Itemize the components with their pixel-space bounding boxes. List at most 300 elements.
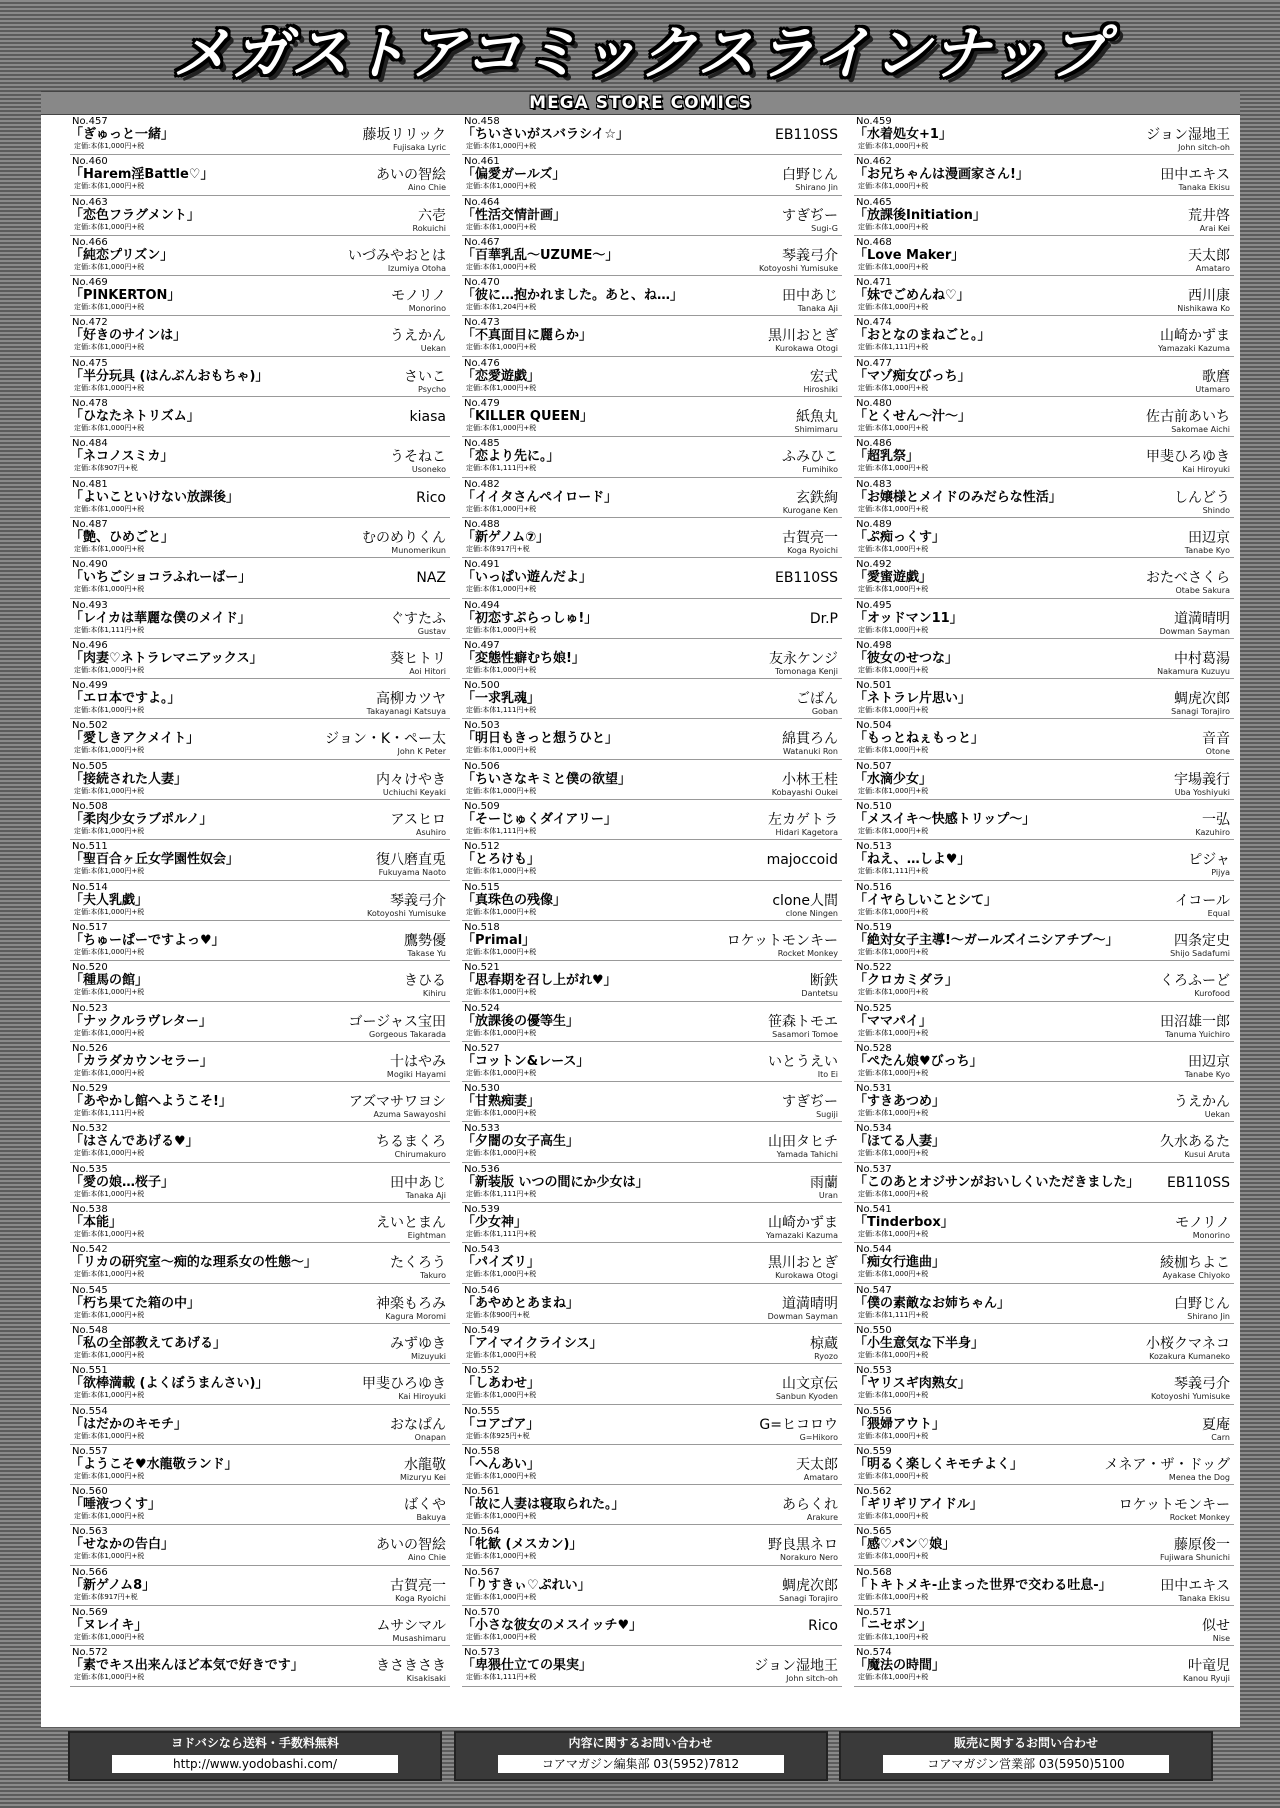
author-romaji: Gorgeous Takarada [369, 1029, 446, 1039]
book-price: 定価:本体1,000円+税 [74, 544, 145, 553]
book-title: 「イヤらしいことシて」 [854, 892, 998, 908]
issue-number: No.463 [72, 196, 108, 208]
author-romaji: Onapan [414, 1432, 446, 1442]
book-price: 定価:本体1,000円+税 [74, 585, 145, 594]
issue-number: No.509 [464, 801, 500, 813]
list-item [70, 155, 450, 195]
book-price: 定価:本体1,000円+税 [858, 1391, 929, 1400]
author-romaji: Uekan [1204, 1110, 1230, 1120]
book-title: 「偏愛ガールズ」 [462, 167, 566, 183]
list-item [462, 1445, 842, 1485]
list-item [70, 357, 450, 397]
list-item [70, 558, 450, 598]
book-title: 「痴女行進曲」 [854, 1255, 946, 1271]
list-item [854, 1203, 1234, 1243]
book-price: 定価:本体1,000円+税 [466, 343, 537, 352]
book-price: 定価:本体1,000円+税 [74, 504, 145, 513]
issue-number: No.484 [72, 438, 108, 450]
author-name: 藤坂リリック [359, 127, 446, 143]
author-name: 山崎かずま [764, 1215, 838, 1231]
list-item [462, 276, 842, 316]
book-title: 「夕闇の女子高生」 [462, 1134, 580, 1150]
author-name: 歌麿 [1198, 369, 1230, 385]
book-price: 定価:本体1,000円+税 [74, 1310, 145, 1319]
issue-number: No.536 [464, 1163, 500, 1175]
book-price: 定価:本体900円+税 [466, 1310, 530, 1319]
book-title: 「絶対女子主導!〜ガールズイニシアチブ〜」 [854, 932, 1119, 948]
author-name: majoccoid [763, 852, 838, 868]
book-price: 定価:本体1,111円+税 [466, 464, 537, 473]
issue-number: No.499 [72, 680, 108, 692]
author-name: 紙魚丸 [792, 409, 838, 425]
issue-number: No.557 [72, 1445, 108, 1457]
issue-number: No.561 [464, 1486, 500, 1498]
issue-number: No.549 [464, 1324, 500, 1336]
issue-number: No.568 [856, 1566, 892, 1578]
book-price: 定価:本体1,000円+税 [466, 1109, 537, 1118]
author-name: 道満晴明 [778, 1296, 838, 1312]
list-item [854, 478, 1234, 518]
book-price: 定価:本体1,000円+税 [74, 1431, 145, 1440]
author-name: G=ヒコロウ [755, 1417, 838, 1433]
author-romaji: Fujisaka Lyric [392, 143, 446, 152]
book-title: 「不真面目に麗らか」 [462, 328, 593, 344]
author-romaji: John sitch-oh [786, 1674, 838, 1684]
book-title: 「ようこそ♥水龍敬ランド」 [70, 1456, 238, 1472]
list-item [462, 719, 842, 759]
book-price: 定価:本体1,000円+税 [858, 988, 929, 997]
book-title: 「あやかし館へようこそ!」 [70, 1094, 232, 1110]
book-title: 「接続された人妻」 [70, 771, 188, 787]
lineup-column [462, 115, 842, 1727]
list-item [70, 1243, 450, 1283]
author-name: あいの智絵 [372, 167, 446, 183]
book-title: 「りすきぃ♡ぷれい」 [462, 1577, 591, 1593]
book-title: 「感♡パン♡娘」 [854, 1537, 956, 1553]
issue-number: No.530 [464, 1083, 500, 1095]
author-name: 笹森トモエ [764, 1014, 838, 1030]
book-price: 定価:本体1,000円+税 [858, 786, 929, 795]
book-price: 定価:本体1,000円+税 [74, 1270, 145, 1279]
book-price: 定価:本体1,000円+税 [858, 464, 929, 473]
issue-number: No.476 [464, 357, 500, 369]
issue-number: No.570 [464, 1606, 500, 1618]
author-romaji: Amataro [803, 1472, 838, 1482]
book-title: 「カラダカウンセラー」 [70, 1053, 213, 1069]
author-romaji: Shirano Jin [795, 183, 838, 193]
author-name: たくろう [386, 1255, 446, 1271]
book-price: 定価:本体1,000円+税 [74, 343, 145, 352]
list-item [854, 1163, 1234, 1203]
book-title: 「小さな彼女のメスイッチ♥」 [462, 1617, 643, 1633]
list-item [70, 760, 450, 800]
book-title: 「彼女のせつな」 [854, 650, 959, 666]
book-title: 「このあとオジサンがおいしくいただきました」 [854, 1174, 1140, 1190]
author-romaji: G=Hikoro [799, 1432, 838, 1442]
list-item [70, 800, 450, 840]
author-romaji: John sitch-oh [1178, 143, 1230, 152]
list-item [462, 1243, 842, 1283]
book-price: 定価:本体1,000円+税 [858, 1673, 929, 1682]
issue-number: No.492 [856, 559, 892, 571]
author-romaji: Aoi Hitori [409, 666, 446, 676]
issue-number: No.529 [72, 1083, 108, 1095]
issue-number: No.518 [464, 921, 500, 933]
book-price: 定価:本体1,000円+税 [858, 1431, 929, 1440]
author-name: kiasa [406, 409, 446, 425]
book-title: 「ねえ、…しよ♥」 [854, 852, 971, 868]
author-name: 琴義弓介 [1170, 1376, 1230, 1392]
author-romaji: Tanaka Ekisu [1178, 183, 1230, 193]
author-name: 琴義弓介 [386, 893, 446, 909]
book-price: 定価:本体1,000円+税 [74, 1189, 145, 1198]
issue-number: No.514 [72, 881, 108, 893]
author-romaji: Kotoyoshi Yumisuke [759, 263, 838, 273]
footer-heading: 販売に関するお問い合わせ [953, 1736, 1098, 1750]
author-romaji: Carn [1211, 1432, 1230, 1442]
book-title: 「エロ本ですよ。」 [70, 691, 181, 707]
book-title: 「レイカは華麗な僕のメイド」 [70, 610, 251, 626]
list-item [854, 921, 1234, 961]
list-item [70, 1082, 450, 1122]
book-price: 定価:本体1,000円+税 [466, 1391, 537, 1400]
author-romaji: Ito Ei [817, 1069, 838, 1079]
issue-number: No.564 [464, 1526, 500, 1538]
author-name: 黒川おとぎ [764, 1255, 838, 1271]
author-name: 天太郎 [792, 1457, 838, 1473]
issue-number: No.539 [464, 1204, 500, 1216]
author-romaji: Kagura Moromi [385, 1311, 446, 1321]
list-item [70, 1284, 450, 1324]
author-romaji: Watanuki Ron [782, 747, 838, 757]
author-romaji: Koga Ryoichi [787, 545, 838, 555]
author-romaji: Arakure [806, 1513, 838, 1523]
issue-number: No.535 [72, 1163, 108, 1175]
issue-number: No.511 [72, 841, 108, 853]
issue-number: No.496 [72, 639, 108, 651]
issue-number: No.505 [72, 760, 108, 772]
author-name: うえかん [1170, 1094, 1230, 1110]
book-price: 定価:本体1,000円+税 [466, 746, 537, 755]
book-title: 「朽ち果てた箱の中」 [70, 1295, 201, 1311]
issue-number: No.573 [464, 1647, 500, 1659]
author-romaji: Izumiya Otoha [387, 263, 446, 273]
author-name: clone人間 [768, 893, 838, 909]
list-item [70, 1485, 450, 1525]
author-romaji: Monorino [408, 304, 446, 314]
list-item [462, 1485, 842, 1525]
author-romaji: Yamazaki Kazuma [766, 1231, 838, 1241]
author-name: 佐古前あいち [1142, 409, 1230, 425]
book-price: 定価:本体1,000円+税 [74, 746, 145, 755]
book-title: 「柔肉少女ラブポルノ」 [70, 812, 213, 828]
author-romaji: Kisakisaki [406, 1674, 446, 1684]
issue-number: No.512 [464, 841, 500, 853]
book-price: 定価:本体1,000円+税 [74, 1673, 145, 1682]
footer-phone: コアマガジン営業部 03(5950)5100 [883, 1755, 1169, 1773]
list-item [854, 1082, 1234, 1122]
list-item [70, 921, 450, 961]
author-name: アスヒロ [387, 812, 446, 828]
list-item [462, 1082, 842, 1122]
book-title: 「新装版 いつの間にか少女は」 [462, 1174, 649, 1190]
author-name: 四条定史 [1170, 933, 1230, 949]
book-title: 「思春期を召し上がれ♥」 [462, 973, 617, 989]
list-item [462, 316, 842, 356]
book-title: 「夫人乳戯」 [70, 892, 149, 908]
list-item [70, 1525, 450, 1565]
author-name: NAZ [412, 570, 446, 586]
book-title: 「ギリギリアイドル」 [854, 1497, 983, 1513]
book-title: 「小生意気な下半身」 [854, 1335, 985, 1351]
author-romaji: Tanaka Ekisu [1178, 1593, 1230, 1603]
author-romaji: Nakamura Kuzuyu [1157, 666, 1230, 676]
book-title: 「よいこといけない放課後」 [70, 489, 240, 505]
book-title: 「せなかの告白」 [70, 1537, 175, 1553]
book-title: 「水着処女+1」 [854, 127, 952, 142]
book-title: 「とろけも」 [462, 852, 541, 868]
book-title: 「恋より先に。」 [462, 449, 560, 465]
book-title: 「トキトメキ-止まった世界で交わる吐息-」 [854, 1577, 1112, 1593]
author-name: すぎぢー [778, 1094, 838, 1110]
book-price: 定価:本体1,000円+税 [74, 1068, 145, 1077]
book-price: 定価:本体1,000円+税 [858, 585, 929, 594]
list-item [462, 760, 842, 800]
book-title: 「アイマイクライシス」 [462, 1335, 603, 1351]
book-title: 「とくせん〜汁〜」 [854, 409, 972, 425]
book-price: 定価:本体1,000円+税 [466, 1552, 537, 1561]
list-item [70, 276, 450, 316]
book-title: 「唾液つくす」 [70, 1497, 162, 1513]
issue-number: No.478 [72, 398, 108, 410]
footer-url-link[interactable]: http://www.yodobashi.com/ [112, 1755, 398, 1773]
author-name: 宏式 [806, 369, 838, 385]
author-romaji: Utamaro [1195, 384, 1230, 394]
book-title: 「一求乳魂」 [462, 691, 541, 707]
list-item [462, 155, 842, 195]
book-price: 定価:本体1,000円+税 [858, 827, 929, 836]
author-name: モノリノ [1171, 1215, 1230, 1231]
book-title: 「明るく楽しくキモチよく」 [854, 1456, 1024, 1472]
subtitle-bar [41, 91, 1240, 115]
book-title: 「愛の娘…桜子」 [70, 1174, 175, 1190]
author-romaji: Chirumakuro [394, 1150, 446, 1160]
author-name: 内々けやき [372, 772, 446, 788]
book-title: 「しあわせ」 [462, 1376, 541, 1392]
book-price: 定価:本体1,000円+税 [74, 142, 145, 150]
issue-number: No.516 [856, 881, 892, 893]
issue-number: No.519 [856, 921, 892, 933]
author-romaji: Eightman [407, 1231, 446, 1241]
book-price: 定価:本体1,000円+税 [74, 867, 145, 876]
book-title: 「艶、ひめごと」 [70, 529, 175, 545]
book-title: 「妹でごめんね♡」 [854, 288, 970, 304]
book-price: 定価:本体1,111円+税 [858, 867, 929, 876]
author-name: Rico [804, 1618, 838, 1634]
issue-number: No.465 [856, 196, 892, 208]
issue-number: No.515 [464, 881, 500, 893]
list-item [854, 881, 1234, 921]
book-price: 定価:本体1,111円+税 [858, 1310, 929, 1319]
author-romaji: Menea the Dog [1168, 1472, 1230, 1482]
list-item [462, 437, 842, 477]
list-item [854, 1606, 1234, 1646]
book-price: 定価:本体1,000円+税 [466, 1350, 537, 1359]
book-title: 「もっとねぇもっと」 [854, 731, 985, 747]
list-item [854, 276, 1234, 316]
list-item [70, 1445, 450, 1485]
author-romaji: clone Ningen [785, 908, 838, 918]
issue-number: No.571 [856, 1606, 892, 1618]
book-price: 定価:本体1,000円+税 [858, 1512, 929, 1521]
author-name: 荒井啓 [1184, 208, 1230, 224]
list-item [70, 840, 450, 880]
list-item [854, 1002, 1234, 1042]
author-name: 夏庵 [1198, 1417, 1230, 1433]
issue-number: No.498 [856, 639, 892, 651]
issue-number: No.488 [464, 518, 500, 530]
book-price: 定価:本体1,000円+税 [466, 1270, 537, 1279]
book-price: 定価:本体1,111円+税 [858, 343, 929, 352]
list-item [854, 558, 1234, 598]
book-price: 定価:本体1,000円+税 [74, 383, 145, 392]
book-price: 定価:本体1,111円+税 [466, 1673, 537, 1682]
author-name: あいの智絵 [372, 1537, 446, 1553]
issue-number: No.560 [72, 1486, 108, 1498]
author-name: 田中あじ [778, 288, 838, 304]
book-title: 「そーじゅくダイアリー」 [462, 812, 617, 828]
author-romaji: Ayakase Chiyoko [1162, 1271, 1230, 1281]
author-name: 野良黒ネロ [764, 1537, 838, 1553]
author-name: 椋蔵 [806, 1336, 838, 1352]
book-price: 定価:本体1,204円+税 [466, 303, 537, 312]
list-item [462, 1364, 842, 1404]
issue-number: No.471 [856, 277, 892, 289]
list-item [70, 639, 450, 679]
list-item [462, 357, 842, 397]
author-romaji: Bakuya [416, 1513, 446, 1523]
book-price: 定価:本体907円+税 [74, 464, 138, 473]
author-romaji: Kurofood [1194, 989, 1230, 999]
author-name: きさきさき [372, 1658, 446, 1674]
list-item [854, 518, 1234, 558]
list-item [462, 1122, 842, 1162]
list-item [462, 1002, 842, 1042]
book-title: 「ちいさいがスバラシイ☆」 [462, 127, 630, 142]
issue-number: No.491 [464, 559, 500, 571]
list-item [462, 840, 842, 880]
author-name: 田中あじ [386, 1175, 446, 1191]
author-name: いとうえい [764, 1054, 838, 1070]
list-item [462, 1042, 842, 1082]
book-price: 定価:本体1,111円+税 [466, 1230, 537, 1239]
book-title: 「ぎゅっと一緒」 [70, 127, 175, 142]
list-item [70, 1566, 450, 1606]
author-romaji: Uchiuchi Keyaki [382, 787, 446, 797]
book-title: 「はだかのキモチ」 [70, 1416, 188, 1432]
author-romaji: Mizuyuki [410, 1351, 446, 1361]
list-item [462, 1163, 842, 1203]
issue-number: No.556 [856, 1405, 892, 1417]
author-romaji: Tanabe Kyo [1184, 545, 1230, 555]
book-title: 「クロカミダラ」 [854, 973, 959, 989]
book-price: 定価:本体1,000円+税 [74, 907, 145, 916]
author-name: 中村葛湯 [1170, 651, 1230, 667]
book-title: 「コットン&レース」 [462, 1053, 590, 1069]
issue-number: No.526 [72, 1042, 108, 1054]
author-romaji: Sanagi Torajiro [779, 1593, 838, 1603]
list-item [70, 1364, 450, 1404]
issue-number: No.522 [856, 962, 892, 974]
author-name: 白野じん [1170, 1296, 1230, 1312]
author-name: ジョン・K・ペー太 [321, 731, 446, 747]
book-price: 定価:本体1,000円+税 [466, 1632, 537, 1641]
book-price: 定価:本体1,000円+税 [466, 1471, 537, 1480]
book-title: 「性活交情計画」 [462, 207, 567, 223]
author-romaji: Otone [1205, 747, 1230, 757]
book-title: 「新ゲノム8」 [70, 1577, 156, 1593]
book-title: 「Primal」 [462, 932, 536, 948]
book-title: 「聖百合ヶ丘女学園性奴会」 [70, 852, 240, 868]
book-price: 定価:本体1,000円+税 [858, 1592, 929, 1601]
author-romaji: Yamada Tahichi [776, 1150, 838, 1160]
author-name: 小林王桂 [778, 772, 838, 788]
book-price: 定価:本体1,000円+税 [74, 262, 145, 271]
issue-number: No.537 [856, 1163, 892, 1175]
issue-number: No.469 [72, 277, 108, 289]
issue-number: No.475 [72, 357, 108, 369]
book-title: 「ヤリスギ肉熟女」 [854, 1376, 971, 1392]
list-item [462, 558, 842, 598]
author-romaji: Pijya [1211, 868, 1230, 878]
author-name: うえかん [386, 328, 446, 344]
book-price: 定価:本体1,000円+税 [74, 665, 145, 674]
book-price: 定価:本体1,000円+税 [74, 182, 145, 191]
list-item [462, 397, 842, 437]
author-name: 道満晴明 [1170, 611, 1230, 627]
issue-number: No.494 [464, 599, 500, 611]
book-title: 「お兄ちゃんは漫画家さん!」 [854, 167, 1029, 183]
book-price: 定価:本体1,100円+税 [858, 1632, 929, 1641]
book-price: 定価:本体1,000円+税 [74, 988, 145, 997]
author-name: 宇場義行 [1170, 772, 1230, 788]
book-price: 定価:本体1,000円+税 [858, 1552, 929, 1561]
issue-number: No.553 [856, 1365, 892, 1377]
author-name: おなぱん [386, 1417, 446, 1433]
author-name: 古賀亮一 [386, 1578, 446, 1594]
issue-number: No.458 [464, 116, 500, 127]
book-title: 「いちごショコラふれーばー」 [70, 570, 252, 586]
author-name: Rico [412, 490, 446, 506]
issue-number: No.574 [856, 1647, 892, 1659]
book-price: 定価:本体1,000円+税 [466, 1592, 537, 1601]
footer-heading: 内容に関するお問い合わせ [568, 1736, 713, 1750]
book-price: 定価:本体1,000円+税 [858, 182, 929, 191]
book-price: 定価:本体1,000円+税 [466, 424, 537, 433]
issue-number: No.563 [72, 1526, 108, 1538]
author-romaji: Equal [1207, 908, 1230, 918]
author-name: 古賀亮一 [778, 530, 838, 546]
author-romaji: Shijo Sadafumi [1170, 948, 1230, 958]
book-price: 定価:本体1,000円+税 [74, 706, 145, 715]
author-name: きひる [400, 973, 446, 989]
book-title: 「初恋すぷらっしゅ!」 [462, 610, 598, 626]
author-name: 田中エキス [1156, 1578, 1230, 1594]
issue-number: No.483 [856, 478, 892, 490]
issue-number: No.528 [856, 1042, 892, 1054]
author-name: 琴義弓介 [778, 248, 838, 264]
author-romaji: Fukuyama Naoto [378, 868, 446, 878]
